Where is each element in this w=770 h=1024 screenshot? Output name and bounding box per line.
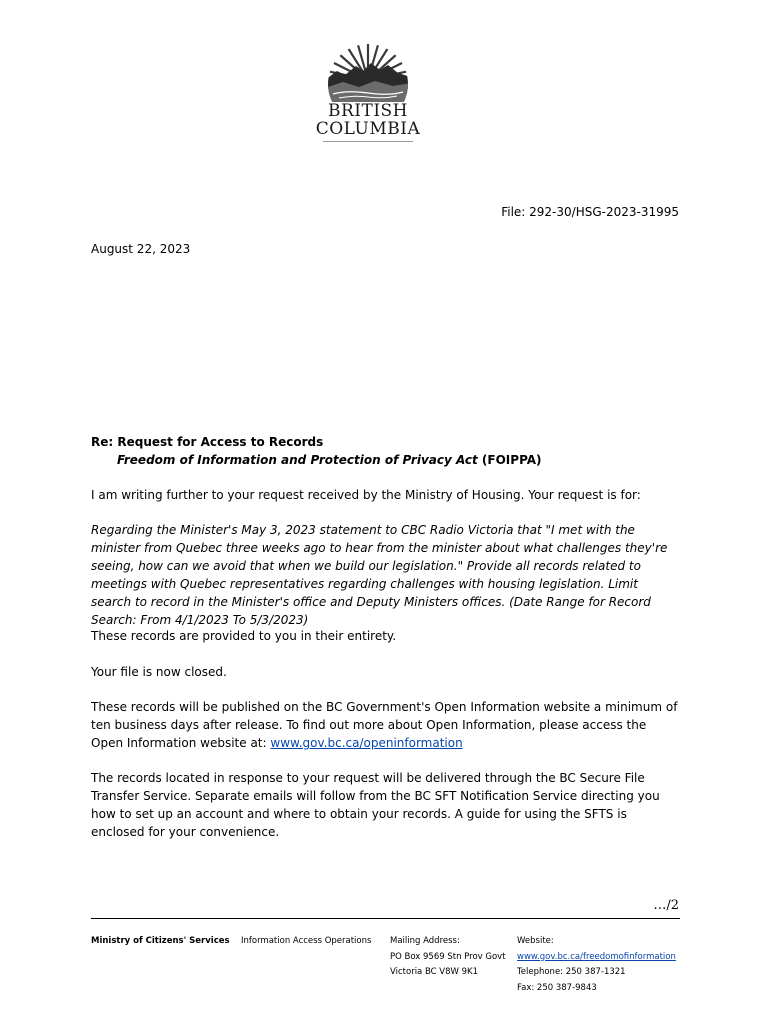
file-closed-paragraph: Your file is now closed. — [91, 665, 227, 679]
mailing-line2: Victoria BC V8W 9K1 — [390, 967, 479, 977]
letter-date: August 22, 2023 — [91, 242, 191, 256]
act-line — [91, 451, 542, 469]
footer-divider — [91, 918, 680, 919]
open-information-paragraph — [91, 698, 681, 752]
act-name: Freedom of Information and Protection of Privacy Act — [117, 453, 478, 467]
footer-ministry: Ministry of Citizens' Services — [91, 936, 230, 946]
open-information-text: These records will be published on the BC Government's Open Information website a minimum of ten business days after release. To find out more about Open Information, please access the Open Information website at: — [91, 700, 678, 750]
act-abbreviation: (FOIPPA) — [477, 453, 542, 467]
footer-operations: Information Access Operations — [241, 936, 372, 946]
subject-line: Re: Request for Access to Records — [91, 435, 324, 449]
request-text-paragraph: Regarding the Minister's May 3, 2023 statement to CBC Radio Victoria that "I met with the minister from Quebec three weeks ago to hear from the minister about what challenges they're seeing, how can we avoid that when we build our legislation." Provide all records related to meetings with Quebec representatives regarding challenges with housing legislation. Limit search to record in the Minister's office and Deputy Ministers offices. (Date Range for Record Search: From 4/1/2023 To 5/3/2023) — [91, 523, 668, 627]
open-information-link[interactable]: www.gov.bc.ca/openinformation — [270, 736, 463, 750]
file-reference: File: 292-30/HSG-2023-31995 — [501, 205, 679, 219]
records-provided-paragraph: These records are provided to you in their entirety. — [91, 629, 397, 643]
logo-underline — [323, 141, 413, 142]
website-link[interactable]: www.gov.bc.ca/freedomofinformation — [517, 951, 676, 962]
subject-block — [91, 433, 542, 469]
fax: Fax: 250 387-9843 — [517, 982, 597, 993]
bc-logo — [312, 44, 424, 142]
telephone: Telephone: 250 387-1321 — [517, 967, 626, 977]
page-continuation-marker: …/2 — [653, 898, 679, 913]
logo-text-columbia: COLUMBIA — [315, 119, 421, 139]
bc-sun-mountains-icon — [325, 44, 411, 102]
website-label: Website: — [517, 936, 554, 946]
mailing-label: Mailing Address: — [390, 936, 460, 946]
sft-delivery-paragraph: The records located in response to your request will be delivered through the BC Secure File Transfer Service. Separate emails will follow from the BC SFT Notification Service directing you how to set up an account and where to obtain your records. A guide for using the SFTS is enclosed for your convenience. — [91, 771, 660, 839]
footer-mailing-address — [390, 934, 506, 981]
footer-website-contact — [517, 934, 676, 996]
mailing-line1: PO Box 9569 Stn Prov Govt — [390, 951, 506, 962]
intro-paragraph: I am writing further to your request received by the Ministry of Housing. Your request is for: — [91, 488, 641, 502]
logo-text-british: BRITISH — [327, 101, 409, 121]
